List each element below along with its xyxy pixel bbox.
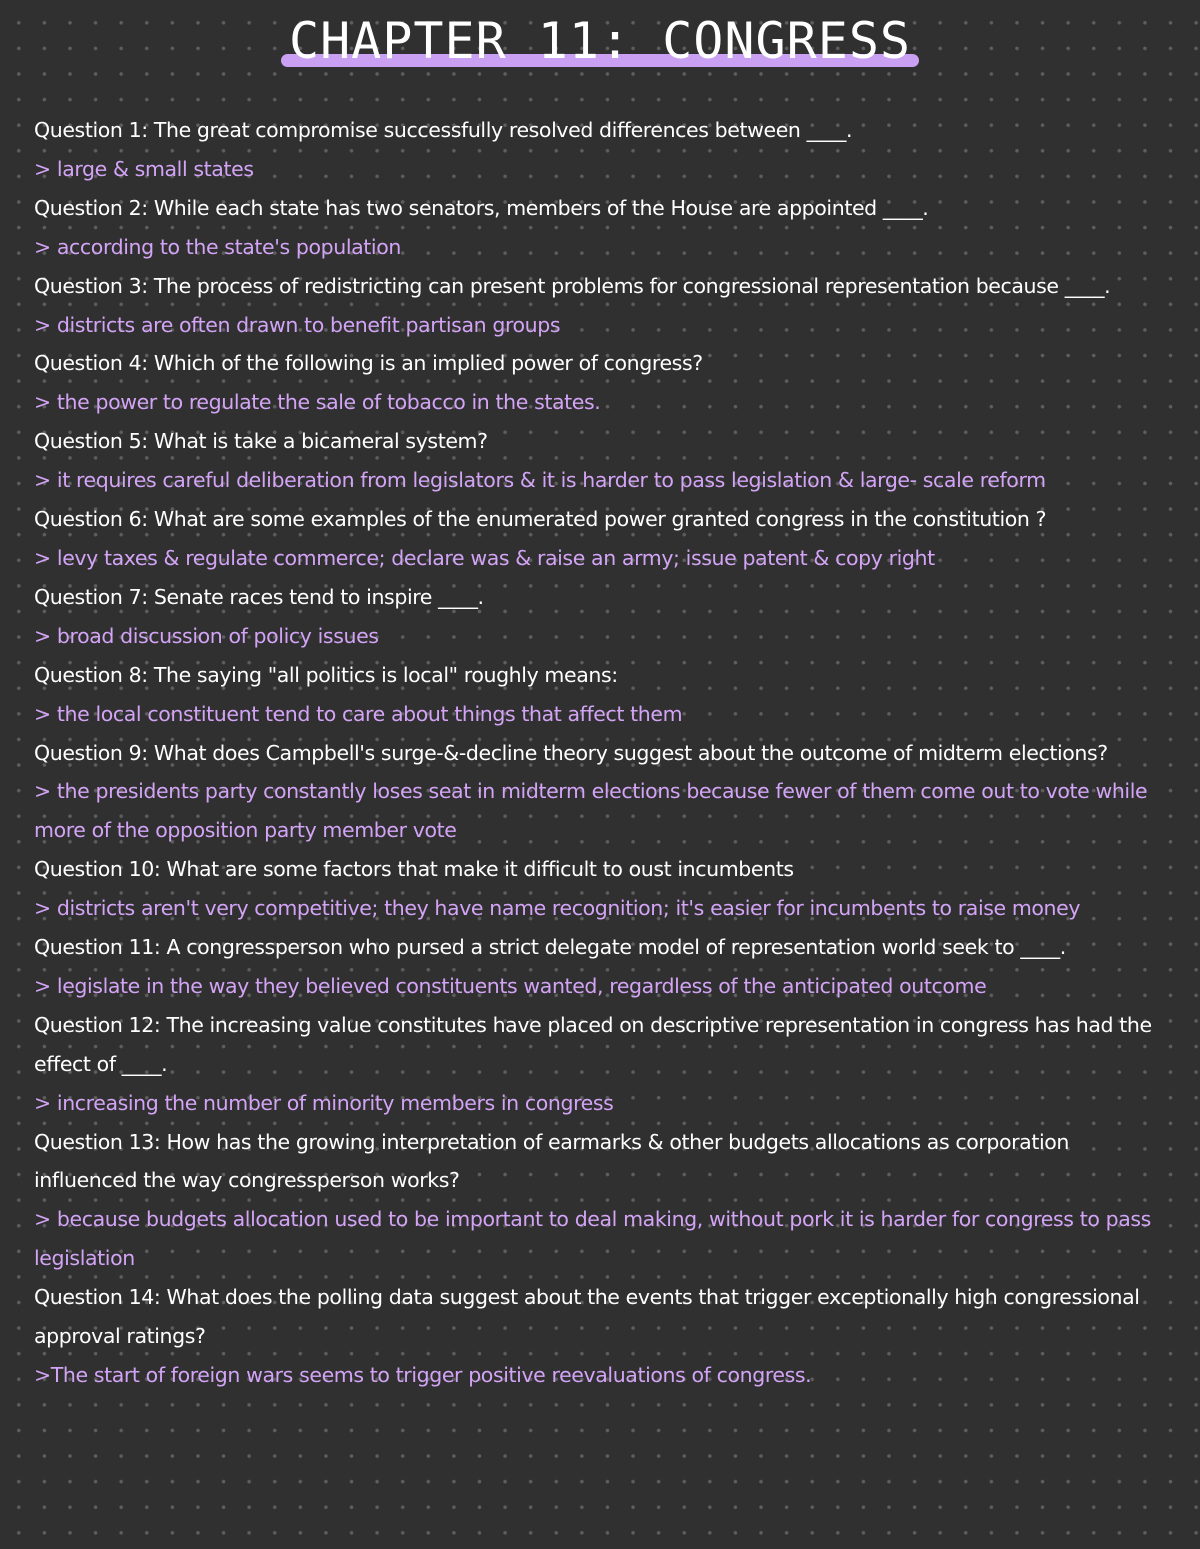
answer-9: > the presidents party constantly loses seat in midterm elections because fewer of them come out to vote while more of the opposition party member vote [34,779,1148,843]
question-7: Question 7: Senate races tend to inspire ____. [34,584,484,609]
question-2: Question 2: While each state has two senators, members of the House are appointed ____. [34,195,929,220]
question-6: Question 6: What are some examples of the enumerated power granted congress in the constitution ? [34,507,1047,532]
answer-6: > levy taxes & regulate commerce; declare was & raise an army; issue patent & copy right [34,545,935,570]
answer-1: > large & small states [34,156,254,181]
answer-12: > increasing the number of minority members in congress [34,1090,614,1115]
answer-4: > the power to regulate the sale of tobacco in the states. [34,390,601,415]
answer-5: > it requires careful deliberation from legislators & it is harder to pass legislation & large- scale reform [34,468,1046,493]
title-area [0,14,1200,69]
page-title-text: CHAPTER 11: CONGRESS [288,12,912,70]
answer-14: >The start of foreign wars seems to trigger positive reevaluations of congress. [34,1363,812,1387]
question-13: Question 13: How has the growing interpretation of earmarks & other budgets allocations as corporation influenced the way congressperson works? [34,1129,1070,1193]
answer-7: > broad discussion of policy issues [34,623,379,648]
qa-list [34,111,1164,1395]
answer-11: > legislate in the way they believed constituents wanted, regardless of the anticipated outcome [34,973,987,998]
answer-13: > because budgets allocation used to be important to deal making, without pork it is harder for congress to pass legislation [34,1207,1151,1271]
question-14: Question 14: What does the polling data suggest about the events that trigger exceptionally high congressional approval ratings? [34,1285,1140,1349]
answer-8: > the local constituent tend to care about things that affect them [34,701,683,726]
page-title [281,14,919,69]
answer-2: > according to the state's population [34,234,401,259]
question-5: Question 5: What is take a bicameral system? [34,429,488,454]
question-3: Question 3: The process of redistricting can present problems for congressional representation because ____. [34,273,1111,298]
question-12: Question 12: The increasing value constitutes have placed on descriptive representation in congress has had the effect of ____. [34,1012,1152,1076]
question-4: Question 4: Which of the following is an implied power of congress? [34,351,703,376]
question-10: Question 10: What are some factors that make it difficult to oust incumbents [34,857,794,882]
answer-3: > districts are often drawn to benefit partisan groups [34,312,561,337]
question-9: Question 9: What does Campbell's surge-&-decline theory suggest about the outcome of midterm elections? [34,740,1108,765]
answer-10: > districts aren't very competitive; they have name recognition; it's easier for incumbents to raise money [34,896,1081,921]
question-1: Question 1: The great compromise successfully resolved differences between ____. [34,118,853,142]
question-8: Question 8: The saying "all politics is local" roughly means: [34,662,618,687]
question-11: Question 11: A congressperson who pursed a strict delegate model of representation world seek to ____. [34,935,1066,960]
